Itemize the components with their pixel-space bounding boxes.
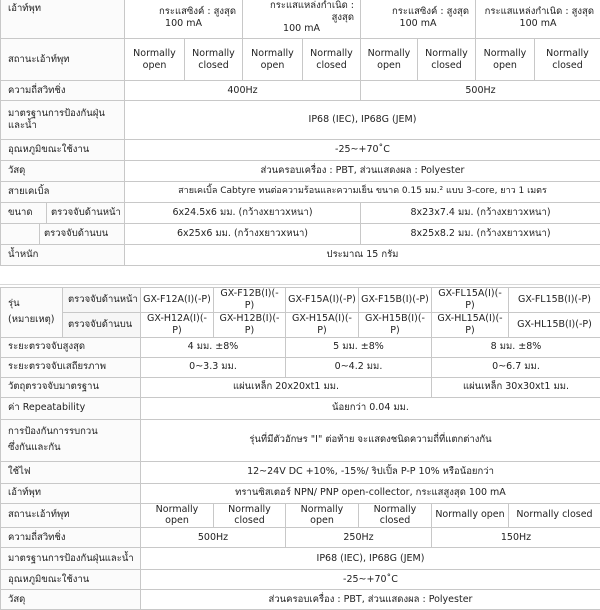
output-state-row (1, 39, 600, 81)
frequency-label: ความถี่สวิทชิ่ง (1, 528, 141, 548)
interference-label (1, 419, 141, 461)
material-label: วัสดุ (1, 161, 125, 182)
max-range-value: 5 มม. ±8% (286, 337, 432, 357)
frequency-row (1, 81, 600, 101)
state-cell (476, 39, 535, 81)
state-line2: open (478, 60, 532, 72)
stable-range-row (1, 357, 600, 377)
max-range-value: 4 มม. ±8% (141, 337, 286, 357)
target-value: แผ่นเหล็ก 20x20xt1 มม. (141, 377, 432, 397)
temperature-value: -25~+70˚C (125, 140, 600, 161)
model-top-label: ตรวจจับด้านบน (63, 312, 141, 337)
max-range-value: 8 มม. ±8% (432, 337, 600, 357)
model-top-row (1, 312, 600, 337)
output-state-label: สถานะเอ้าท์พุท (1, 39, 125, 81)
output-state-label: สถานะเอ้าท์พุท (1, 503, 141, 528)
front-model: GX-F12B(I)(-P) (214, 288, 286, 313)
state-line2: closed (187, 60, 240, 72)
state-line2: open (127, 60, 182, 72)
output-current-line2: 100 mA (245, 23, 358, 35)
spec-table-bottom (0, 287, 600, 610)
output-current-cell (125, 0, 243, 39)
temperature-label: อุณหภูมิขณะใช้งาน (1, 570, 141, 590)
state-cell (418, 39, 476, 81)
front-model: GX-F15B(I)(-P) (359, 288, 432, 313)
repeatability-row (1, 397, 600, 419)
output-current-line1: กระแสแหล่งกำเนิด : สูงสุด (478, 6, 598, 18)
repeatability-label: ค่า Repeatability (1, 397, 141, 419)
state-line1: Normally (127, 48, 182, 60)
model-front-label: ตรวจจับด้านหน้า (63, 288, 141, 313)
model-label-line1: รุ่น (8, 298, 60, 310)
material-value: ส่วนครอบเครื่อง : PBT, ส่วนแสดงผล : Polyester (125, 161, 600, 182)
output-current-cell (476, 0, 600, 39)
top-model: GX-H15B(I)(-P) (359, 312, 432, 337)
model-front-row (1, 288, 600, 313)
output-current-cell (361, 0, 476, 39)
front-model: GX-F12A(I)(-P) (141, 288, 214, 313)
frequency-value: 500Hz (141, 528, 286, 548)
size-top-label: ตรวจจับด้านบน (39, 224, 108, 244)
output-row (1, 0, 600, 39)
state-line2: open (245, 60, 300, 72)
output-current-line1: กระแสซิงค์ : สูงสุด (127, 6, 240, 18)
front-model: GX-F15A(I)(-P) (286, 288, 359, 313)
target-row (1, 377, 600, 397)
state-line2: closed (537, 60, 598, 72)
state-cell (243, 39, 303, 81)
supply-value: 12~24V DC +10%, -15%/ ริปเปิ้ล P-P 10% หรือน้อยกว่า (141, 461, 600, 483)
target-value: แผ่นเหล็ก 30x30xt1 มม. (432, 377, 600, 397)
model-label (1, 288, 63, 338)
output-current-line2: 100 mA (363, 18, 473, 30)
size-front-label-cell (1, 203, 125, 224)
protection-label-line1: มาตรฐานการป้องกันฝุ่น (8, 108, 122, 120)
spec-table-top (0, 0, 600, 266)
protection-label (1, 101, 125, 140)
top-model: GX-H12A(I)(-P) (141, 312, 214, 337)
temperature-row (1, 140, 600, 161)
frequency-label: ความถี่สวิทชิ่ง (1, 81, 125, 101)
frequency-value: 400Hz (125, 81, 361, 101)
model-label-line2: (หมายเหตุ) (8, 314, 60, 326)
top-model: GX-H15A(I)(-P) (286, 312, 359, 337)
output-row (1, 483, 600, 503)
interference-row (1, 419, 600, 461)
state-line2: open (363, 60, 415, 72)
interference-label-line2: ซึ่งกันและกัน (8, 442, 138, 454)
stable-range-value: 0~3.3 มม. (141, 357, 286, 377)
output-current-line1: กระแสแหล่งกำเนิด : สูงสุด (245, 0, 358, 23)
state-cell: Normally open (286, 503, 359, 528)
size-front-value: 6x24.5x6 มม. (กว้างxยาวxหนา) (125, 203, 361, 224)
state-line2: closed (305, 60, 358, 72)
front-model: GX-FL15B(I)(-P) (509, 288, 600, 313)
size-front-value: 8x23x7.4 มม. (กว้างxยาวxหนา) (361, 203, 600, 224)
weight-row (1, 245, 600, 266)
output-label: เอ้าท์พุท (1, 0, 125, 39)
state-cell (535, 39, 600, 81)
size-front-label: ตรวจจับด้านหน้า (46, 203, 121, 223)
supply-label: ใช้ไฟ (1, 461, 141, 483)
top-model: GX-HL15B(I)(-P) (509, 312, 600, 337)
max-range-label: ระยะตรวจจับสูงสุด (1, 337, 141, 357)
temperature-value: -25~+70˚C (141, 570, 600, 590)
interference-value: รุ่นที่มีตัวอักษร "I" ต่อท้าย จะแสดงชนิดความถี่ที่แตกต่างกัน (141, 419, 600, 461)
material-row (1, 161, 600, 182)
state-cell: Normally closed (214, 503, 286, 528)
supply-row (1, 461, 600, 483)
state-line1: Normally (305, 48, 358, 60)
size-label: ขนาด (1, 207, 46, 219)
max-range-row (1, 337, 600, 357)
state-line1: Normally (537, 48, 598, 60)
stable-range-value: 0~4.2 มม. (286, 357, 432, 377)
protection-label-line2: และน้ำ (8, 120, 122, 132)
section-divider (0, 284, 600, 285)
state-cell (185, 39, 243, 81)
protection-value: IP68 (IEC), IP68G (JEM) (141, 548, 600, 570)
material-label: วัสดุ (1, 590, 141, 610)
stable-range-label: ระยะตรวจจับเสถียรภาพ (1, 357, 141, 377)
frequency-row (1, 528, 600, 548)
target-label: วัตถุตรวจจับมาตรฐาน (1, 377, 141, 397)
top-model: GX-HL15A(I)(-P) (432, 312, 509, 337)
material-value: ส่วนครอบเครื่อง : PBT, ส่วนแสดงผล : Polyester (141, 590, 600, 610)
state-line1: Normally (187, 48, 240, 60)
output-label: เอ้าท์พุท (1, 483, 141, 503)
state-line2: closed (420, 60, 473, 72)
output-current-line2: 100 mA (478, 18, 598, 30)
protection-row (1, 548, 600, 570)
state-line1: Normally (420, 48, 473, 60)
state-cell (361, 39, 418, 81)
state-cell: Normally closed (509, 503, 600, 528)
frequency-value: 150Hz (432, 528, 600, 548)
size-front-row (1, 203, 600, 224)
output-current-line2: 100 mA (127, 18, 240, 30)
state-line1: Normally (363, 48, 415, 60)
frequency-value: 500Hz (361, 81, 600, 101)
output-current-cell (243, 0, 361, 39)
state-cell (125, 39, 185, 81)
top-model: GX-H12B(I)(-P) (214, 312, 286, 337)
size-top-value: 6x25x6 มม. (กว้างxยาวxหนา) (125, 224, 361, 245)
cable-value: สายเคเบิ้ล Cabtyre ทนต่อความร้อนและความเย็น ขนาด 0.15 มม.² แบบ 3-core, ยาว 1 เมตร (125, 182, 600, 203)
cable-row (1, 182, 600, 203)
state-cell: Normally open (141, 503, 214, 528)
front-model: GX-FL15A(I)(-P) (432, 288, 509, 313)
state-cell: Normally closed (359, 503, 432, 528)
output-value: ทรานซิสเตอร์ NPN/ PNP open-collector, กระแสสูงสุด 100 mA (141, 483, 600, 503)
repeatability-value: น้อยกว่า 0.04 มม. (141, 397, 600, 419)
state-cell: Normally open (432, 503, 509, 528)
size-top-row (1, 224, 600, 245)
cable-label: สายเคเบิ้ล (1, 182, 125, 203)
state-line1: Normally (245, 48, 300, 60)
weight-value: ประมาณ 15 กรัม (125, 245, 600, 266)
protection-value: IP68 (IEC), IP68G (JEM) (125, 101, 600, 140)
state-line1: Normally (478, 48, 532, 60)
state-cell (303, 39, 361, 81)
output-state-row (1, 503, 600, 528)
protection-label: มาตรฐานการป้องกันฝุ่นและน้ำ (1, 548, 141, 570)
protection-row (1, 101, 600, 140)
output-current-line1: กระแสซิงค์ : สูงสุด (363, 6, 473, 18)
interference-label-line1: การป้องกันการรบกวน (8, 426, 138, 438)
frequency-value: 250Hz (286, 528, 432, 548)
size-top-value: 8x25x8.2 มม. (กว้างxยาวxหนา) (361, 224, 600, 245)
size-top-label-cell (1, 224, 125, 245)
weight-label: น้ำหนัก (1, 245, 125, 266)
temperature-row (1, 570, 600, 590)
temperature-label: อุณหภูมิขณะใช้งาน (1, 140, 125, 161)
stable-range-value: 0~6.7 มม. (432, 357, 600, 377)
